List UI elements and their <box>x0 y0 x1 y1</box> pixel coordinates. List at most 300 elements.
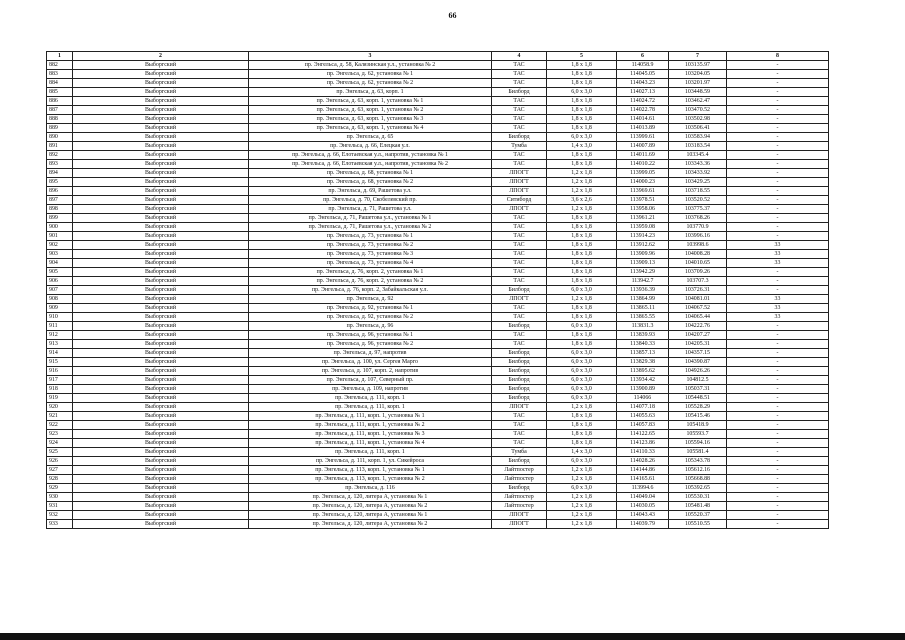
type-cell: ЛПОГТ <box>492 295 547 304</box>
type-cell: ТАС <box>492 259 547 268</box>
district-cell: Выборгский <box>73 124 249 133</box>
district-cell: Выборгский <box>73 439 249 448</box>
table-row <box>47 250 829 259</box>
note-cell: - <box>727 223 829 232</box>
district-cell: Выборгский <box>73 268 249 277</box>
size-cell: 1,2 х 1,8 <box>547 178 617 187</box>
size-cell: 1,2 х 1,8 <box>547 466 617 475</box>
address-cell: пр. Энгельса, д. 63, корп. 1, установка № 2 <box>249 106 492 115</box>
district-cell: Выборгский <box>73 403 249 412</box>
table-row <box>47 412 829 421</box>
coord-y-cell: 103448.59 <box>669 88 727 97</box>
table-row <box>47 70 829 79</box>
note-cell: - <box>727 376 829 385</box>
address-cell: пр. Энгельса, д. 76, корп. 2, Забайкальская у.л. <box>249 286 492 295</box>
district-cell: Выборгский <box>73 304 249 313</box>
district-cell: Выборгский <box>73 502 249 511</box>
coord-y-cell: 105593.7 <box>669 430 727 439</box>
coord-x-cell: 113961.21 <box>617 214 669 223</box>
row-number: 897 <box>47 196 73 205</box>
coord-x-cell: 114011.69 <box>617 151 669 160</box>
type-cell: Билборд <box>492 286 547 295</box>
address-cell: пр. Энгельса, д. 107, корп. 2, напротив <box>249 367 492 376</box>
type-cell: ТАС <box>492 268 547 277</box>
coord-x-cell: 113864.99 <box>617 295 669 304</box>
type-cell: Лайтпостер <box>492 475 547 484</box>
coord-x-cell: 113840.33 <box>617 340 669 349</box>
table-row <box>47 304 829 313</box>
coord-x-cell: 114013.89 <box>617 124 669 133</box>
table-row <box>47 430 829 439</box>
district-cell: Выборгский <box>73 322 249 331</box>
note-cell: - <box>727 322 829 331</box>
coord-x-cell: 113900.89 <box>617 385 669 394</box>
note-cell: - <box>727 214 829 223</box>
coord-x-cell: 113994.6 <box>617 484 669 493</box>
coord-y-cell: 103718.55 <box>669 187 727 196</box>
type-cell: Тумба <box>492 142 547 151</box>
table-row <box>47 88 829 97</box>
column-header: 4 <box>492 52 547 61</box>
type-cell: Билборд <box>492 358 547 367</box>
coord-y-cell: 105668.88 <box>669 475 727 484</box>
district-cell: Выборгский <box>73 340 249 349</box>
table-row <box>47 241 829 250</box>
coord-x-cell: 114028.26 <box>617 457 669 466</box>
address-cell: пр. Энгельса, д. 66, Елецкая у.л. <box>249 142 492 151</box>
row-number: 916 <box>47 367 73 376</box>
coord-x-cell: 114010.22 <box>617 160 669 169</box>
coord-y-cell: 103709.26 <box>669 268 727 277</box>
table-row <box>47 385 829 394</box>
coord-y-cell: 104008.28 <box>669 250 727 259</box>
table-row <box>47 295 829 304</box>
row-number: 918 <box>47 385 73 394</box>
district-cell: Выборгский <box>73 160 249 169</box>
table-row <box>47 187 829 196</box>
district-cell: Выборгский <box>73 358 249 367</box>
note-cell: - <box>727 403 829 412</box>
address-cell: пр. Энгельса, д. 113, корп. 1, установка № 2 <box>249 475 492 484</box>
row-number: 907 <box>47 286 73 295</box>
row-number: 912 <box>47 331 73 340</box>
row-number: 882 <box>47 61 73 70</box>
row-number: 908 <box>47 295 73 304</box>
address-cell: пр. Энгельса, д. 63, корп. 1, установка № 4 <box>249 124 492 133</box>
table-row <box>47 457 829 466</box>
note-cell: - <box>727 169 829 178</box>
note-cell: 33 <box>727 304 829 313</box>
coord-y-cell: 105481.48 <box>669 502 727 511</box>
row-number: 919 <box>47 394 73 403</box>
address-cell: пр. Энгельса, д. 109, напротив <box>249 385 492 394</box>
note-cell: - <box>727 511 829 520</box>
size-cell: 1,8 х 1,8 <box>547 250 617 259</box>
size-cell: 1,2 х 1,8 <box>547 502 617 511</box>
coord-y-cell: 103343.36 <box>669 160 727 169</box>
coord-x-cell: 113942.7 <box>617 277 669 286</box>
coord-y-cell: 103726.31 <box>669 286 727 295</box>
coord-y-cell: 104205.31 <box>669 340 727 349</box>
size-cell: 6,0 х 3,0 <box>547 457 617 466</box>
size-cell: 1,8 х 1,8 <box>547 160 617 169</box>
address-cell: пр. Энгельса, д. 111, корп. 1 <box>249 403 492 412</box>
coord-y-cell: 103996.16 <box>669 232 727 241</box>
type-cell: ТАС <box>492 430 547 439</box>
coord-y-cell: 104207.27 <box>669 331 727 340</box>
address-cell: пр. Энгельса, д. 65 <box>249 133 492 142</box>
table-row <box>47 142 829 151</box>
type-cell: Билборд <box>492 133 547 142</box>
size-cell: 1,8 х 1,8 <box>547 430 617 439</box>
coord-x-cell: 114045.05 <box>617 70 669 79</box>
coord-x-cell: 113909.96 <box>617 250 669 259</box>
coord-y-cell: 105448.51 <box>669 394 727 403</box>
address-cell: пр. Энгельса, д. 71, Рашетова у.л. <box>249 205 492 214</box>
address-cell: пр. Энгельса, д. 96, установка № 2 <box>249 340 492 349</box>
address-cell: пр. Энгельса, д. 111, корп. 1, ул. Сикейроса <box>249 457 492 466</box>
coord-y-cell: 103201.97 <box>669 79 727 88</box>
district-cell: Выборгский <box>73 484 249 493</box>
district-cell: Выборгский <box>73 106 249 115</box>
table-row <box>47 205 829 214</box>
coord-y-cell: 105392.65 <box>669 484 727 493</box>
address-cell: пр. Энгельса, д. 96, установка № 1 <box>249 331 492 340</box>
row-number: 884 <box>47 79 73 88</box>
address-cell: пр. Энгельса, д. 73, установка № 2 <box>249 241 492 250</box>
size-cell: 1,8 х 1,8 <box>547 421 617 430</box>
note-cell: - <box>727 412 829 421</box>
address-cell: пр. Энгельса, д. 96 <box>249 322 492 331</box>
note-cell: - <box>727 79 829 88</box>
row-number: 913 <box>47 340 73 349</box>
table-row <box>47 493 829 502</box>
address-cell: пр. Энгельса, д. 68, установка № 2 <box>249 178 492 187</box>
size-cell: 1,8 х 1,8 <box>547 439 617 448</box>
column-header: 2 <box>73 52 249 61</box>
district-cell: Выборгский <box>73 88 249 97</box>
type-cell: Ситиборд <box>492 196 547 205</box>
type-cell: ТАС <box>492 106 547 115</box>
address-cell: пр. Энгельса, д. 73, установка № 1 <box>249 232 492 241</box>
row-number: 922 <box>47 421 73 430</box>
coord-x-cell: 113831.3 <box>617 322 669 331</box>
coord-x-cell: 113865.55 <box>617 313 669 322</box>
table-row <box>47 502 829 511</box>
type-cell: ТАС <box>492 115 547 124</box>
size-cell: 6,0 х 3,0 <box>547 484 617 493</box>
note-cell: - <box>727 178 829 187</box>
type-cell: ЛПОГТ <box>492 178 547 187</box>
table-row <box>47 484 829 493</box>
coord-x-cell: 113999.05 <box>617 169 669 178</box>
coord-y-cell: 104065.44 <box>669 313 727 322</box>
size-cell: 1,8 х 1,8 <box>547 79 617 88</box>
type-cell: ЛПОГТ <box>492 511 547 520</box>
table-row <box>47 520 829 529</box>
district-cell: Выборгский <box>73 196 249 205</box>
column-header: 5 <box>547 52 617 61</box>
size-cell: 1,8 х 1,8 <box>547 124 617 133</box>
coord-x-cell: 114165.61 <box>617 475 669 484</box>
note-cell: - <box>727 457 829 466</box>
table-row <box>47 223 829 232</box>
note-cell: - <box>727 97 829 106</box>
address-cell: пр. Энгельса, д. 92, установка № 2 <box>249 313 492 322</box>
note-cell: - <box>727 151 829 160</box>
coord-x-cell: 114030.05 <box>617 502 669 511</box>
type-cell: ТАС <box>492 412 547 421</box>
type-cell: Билборд <box>492 376 547 385</box>
row-number: 885 <box>47 88 73 97</box>
table-row <box>47 367 829 376</box>
row-number: 928 <box>47 475 73 484</box>
coord-x-cell: 113936.39 <box>617 286 669 295</box>
coord-y-cell: 103462.47 <box>669 97 727 106</box>
coord-y-cell: 103502.98 <box>669 115 727 124</box>
note-cell: - <box>727 520 829 529</box>
type-cell: Тумба <box>492 448 547 457</box>
district-cell: Выборгский <box>73 448 249 457</box>
address-cell: пр. Энгельса, д. 111, корп. 1 <box>249 394 492 403</box>
size-cell: 6,0 х 3,0 <box>547 133 617 142</box>
district-cell: Выборгский <box>73 79 249 88</box>
note-cell: 33 <box>727 313 829 322</box>
address-cell: пр. Энгельса, д. 63, корп. 1, установка № 1 <box>249 97 492 106</box>
size-cell: 1,8 х 1,8 <box>547 313 617 322</box>
note-cell: 33 <box>727 250 829 259</box>
note-cell: - <box>727 61 829 70</box>
type-cell: ЛПОГТ <box>492 169 547 178</box>
coord-x-cell: 114055.63 <box>617 412 669 421</box>
row-number: 924 <box>47 439 73 448</box>
table-row <box>47 322 829 331</box>
type-cell: Билборд <box>492 457 547 466</box>
table-row <box>47 466 829 475</box>
coord-x-cell: 114123.86 <box>617 439 669 448</box>
coord-y-cell: 103520.52 <box>669 196 727 205</box>
table-row <box>47 196 829 205</box>
coord-x-cell: 113912.62 <box>617 241 669 250</box>
table-row <box>47 286 829 295</box>
table-row <box>47 79 829 88</box>
table-row <box>47 97 829 106</box>
table-row <box>47 169 829 178</box>
district-cell: Выборгский <box>73 241 249 250</box>
row-number: 904 <box>47 259 73 268</box>
district-cell: Выборгский <box>73 385 249 394</box>
row-number: 921 <box>47 412 73 421</box>
table-row <box>47 475 829 484</box>
type-cell: ЛПОГТ <box>492 187 547 196</box>
type-cell: ТАС <box>492 97 547 106</box>
type-cell: Билборд <box>492 349 547 358</box>
note-cell: - <box>727 106 829 115</box>
size-cell: 1,8 х 1,8 <box>547 214 617 223</box>
column-header: 3 <box>249 52 492 61</box>
district-cell: Выборгский <box>73 259 249 268</box>
coord-x-cell: 113857.13 <box>617 349 669 358</box>
coord-y-cell: 103470.52 <box>669 106 727 115</box>
size-cell: 6,0 х 3,0 <box>547 286 617 295</box>
table-row <box>47 259 829 268</box>
coord-y-cell: 105343.78 <box>669 457 727 466</box>
row-number: 910 <box>47 313 73 322</box>
type-cell: ТАС <box>492 331 547 340</box>
type-cell: ТАС <box>492 79 547 88</box>
coord-x-cell: 113829.38 <box>617 358 669 367</box>
size-cell: 1,2 х 1,8 <box>547 475 617 484</box>
row-number: 914 <box>47 349 73 358</box>
row-number: 894 <box>47 169 73 178</box>
coord-y-cell: 105037.31 <box>669 385 727 394</box>
coord-y-cell: 105530.31 <box>669 493 727 502</box>
district-cell: Выборгский <box>73 520 249 529</box>
district-cell: Выборгский <box>73 232 249 241</box>
registry-table <box>46 51 829 529</box>
coord-x-cell: 114039.79 <box>617 520 669 529</box>
type-cell: ТАС <box>492 340 547 349</box>
coord-y-cell: 105520.37 <box>669 511 727 520</box>
type-cell: ТАС <box>492 304 547 313</box>
size-cell: 3,6 х 2,6 <box>547 196 617 205</box>
note-cell: - <box>727 466 829 475</box>
type-cell: ТАС <box>492 223 547 232</box>
table-row <box>47 394 829 403</box>
type-cell: ТАС <box>492 232 547 241</box>
size-cell: 1,2 х 1,8 <box>547 187 617 196</box>
type-cell: ТАС <box>492 160 547 169</box>
row-number: 927 <box>47 466 73 475</box>
type-cell: ЛПОГТ <box>492 403 547 412</box>
coord-x-cell: 114058.9 <box>617 61 669 70</box>
coord-x-cell: 114000.23 <box>617 178 669 187</box>
table-row <box>47 232 829 241</box>
note-cell: - <box>727 133 829 142</box>
table-row <box>47 349 829 358</box>
type-cell: ТАС <box>492 70 547 79</box>
size-cell: 1,2 х 1,8 <box>547 520 617 529</box>
address-cell: пр. Энгельса, д. 69, Рашетова у.л. <box>249 187 492 196</box>
coord-y-cell: 103707.3 <box>669 277 727 286</box>
note-cell: - <box>727 124 829 133</box>
district-cell: Выборгский <box>73 430 249 439</box>
address-cell: пр. Энгельса, д. 63, корп. 1, установка № 3 <box>249 115 492 124</box>
row-number: 930 <box>47 493 73 502</box>
coord-y-cell: 104390.87 <box>669 358 727 367</box>
address-cell: пр. Энгельса, д. 76, корп. 2, установка № 1 <box>249 268 492 277</box>
address-cell: пр. Энгельса, д. 58, Калязинская у.л., установка № 2 <box>249 61 492 70</box>
coord-y-cell: 105594.16 <box>669 439 727 448</box>
table-row <box>47 403 829 412</box>
row-number: 886 <box>47 97 73 106</box>
coord-x-cell: 113865.11 <box>617 304 669 313</box>
address-cell: пр. Энгельса, д. 111, корп. 1, установка № 3 <box>249 430 492 439</box>
table-row <box>47 313 829 322</box>
table-row <box>47 133 829 142</box>
size-cell: 1,8 х 1,8 <box>547 259 617 268</box>
size-cell: 1,8 х 1,8 <box>547 412 617 421</box>
coord-x-cell: 114110.33 <box>617 448 669 457</box>
size-cell: 6,0 х 3,0 <box>547 367 617 376</box>
note-cell: - <box>727 349 829 358</box>
type-cell: Лайтпостер <box>492 502 547 511</box>
address-cell: пр. Энгельса, д. 111, корп. 1, установка № 4 <box>249 439 492 448</box>
district-cell: Выборгский <box>73 457 249 466</box>
size-cell: 6,0 х 3,0 <box>547 376 617 385</box>
size-cell: 6,0 х 3,0 <box>547 322 617 331</box>
size-cell: 1,8 х 1,8 <box>547 70 617 79</box>
scan-edge-bar <box>0 633 905 640</box>
table-body <box>47 61 829 529</box>
row-number: 931 <box>47 502 73 511</box>
coord-x-cell: 114049.04 <box>617 493 669 502</box>
note-cell: - <box>727 115 829 124</box>
table-row <box>47 115 829 124</box>
size-cell: 1,8 х 1,8 <box>547 97 617 106</box>
note-cell: - <box>727 268 829 277</box>
note-cell: - <box>727 421 829 430</box>
size-cell: 1,2 х 1,8 <box>547 403 617 412</box>
district-cell: Выборгский <box>73 178 249 187</box>
table-row <box>47 358 829 367</box>
coord-y-cell: 104357.15 <box>669 349 727 358</box>
district-cell: Выборгский <box>73 412 249 421</box>
coord-x-cell: 114144.86 <box>617 466 669 475</box>
note-cell: - <box>727 367 829 376</box>
note-cell: - <box>727 484 829 493</box>
row-number: 902 <box>47 241 73 250</box>
size-cell: 1,8 х 1,8 <box>547 106 617 115</box>
coord-x-cell: 113959.08 <box>617 223 669 232</box>
note-cell: - <box>727 340 829 349</box>
row-number: 932 <box>47 511 73 520</box>
size-cell: 1,2 х 1,8 <box>547 169 617 178</box>
table-row <box>47 124 829 133</box>
district-cell: Выборгский <box>73 286 249 295</box>
table-row <box>47 151 829 160</box>
district-cell: Выборгский <box>73 466 249 475</box>
address-cell: пр. Энгельса, д. 113, корп. 1, установка № 1 <box>249 466 492 475</box>
size-cell: 1,2 х 1,8 <box>547 205 617 214</box>
row-number: 929 <box>47 484 73 493</box>
district-cell: Выборгский <box>73 475 249 484</box>
coord-y-cell: 105581.4 <box>669 448 727 457</box>
coord-y-cell: 103183.54 <box>669 142 727 151</box>
size-cell: 6,0 х 3,0 <box>547 88 617 97</box>
district-cell: Выборгский <box>73 151 249 160</box>
note-cell: - <box>727 385 829 394</box>
address-cell: пр. Энгельса, д. 66, Елотаевская у.л., напротив, установка № 1 <box>249 151 492 160</box>
size-cell: 6,0 х 3,0 <box>547 349 617 358</box>
row-number: 926 <box>47 457 73 466</box>
type-cell: Билборд <box>492 394 547 403</box>
address-cell: пр. Энгельса, д. 62, установка № 1 <box>249 70 492 79</box>
district-cell: Выборгский <box>73 97 249 106</box>
address-cell: пр. Энгельса, д. 68, установка № 1 <box>249 169 492 178</box>
type-cell: ТАС <box>492 214 547 223</box>
district-cell: Выборгский <box>73 493 249 502</box>
coord-y-cell: 104926.26 <box>669 367 727 376</box>
size-cell: 1,8 х 1,8 <box>547 223 617 232</box>
type-cell: ТАС <box>492 151 547 160</box>
note-cell: - <box>727 394 829 403</box>
coord-y-cell: 105510.55 <box>669 520 727 529</box>
address-cell: пр. Энгельса, д. 120, литера А, установка № 1 <box>249 493 492 502</box>
district-cell: Выборгский <box>73 367 249 376</box>
district-cell: Выборгский <box>73 70 249 79</box>
address-cell: пр. Энгельса, д. 100, ул. Сергея Марго <box>249 358 492 367</box>
